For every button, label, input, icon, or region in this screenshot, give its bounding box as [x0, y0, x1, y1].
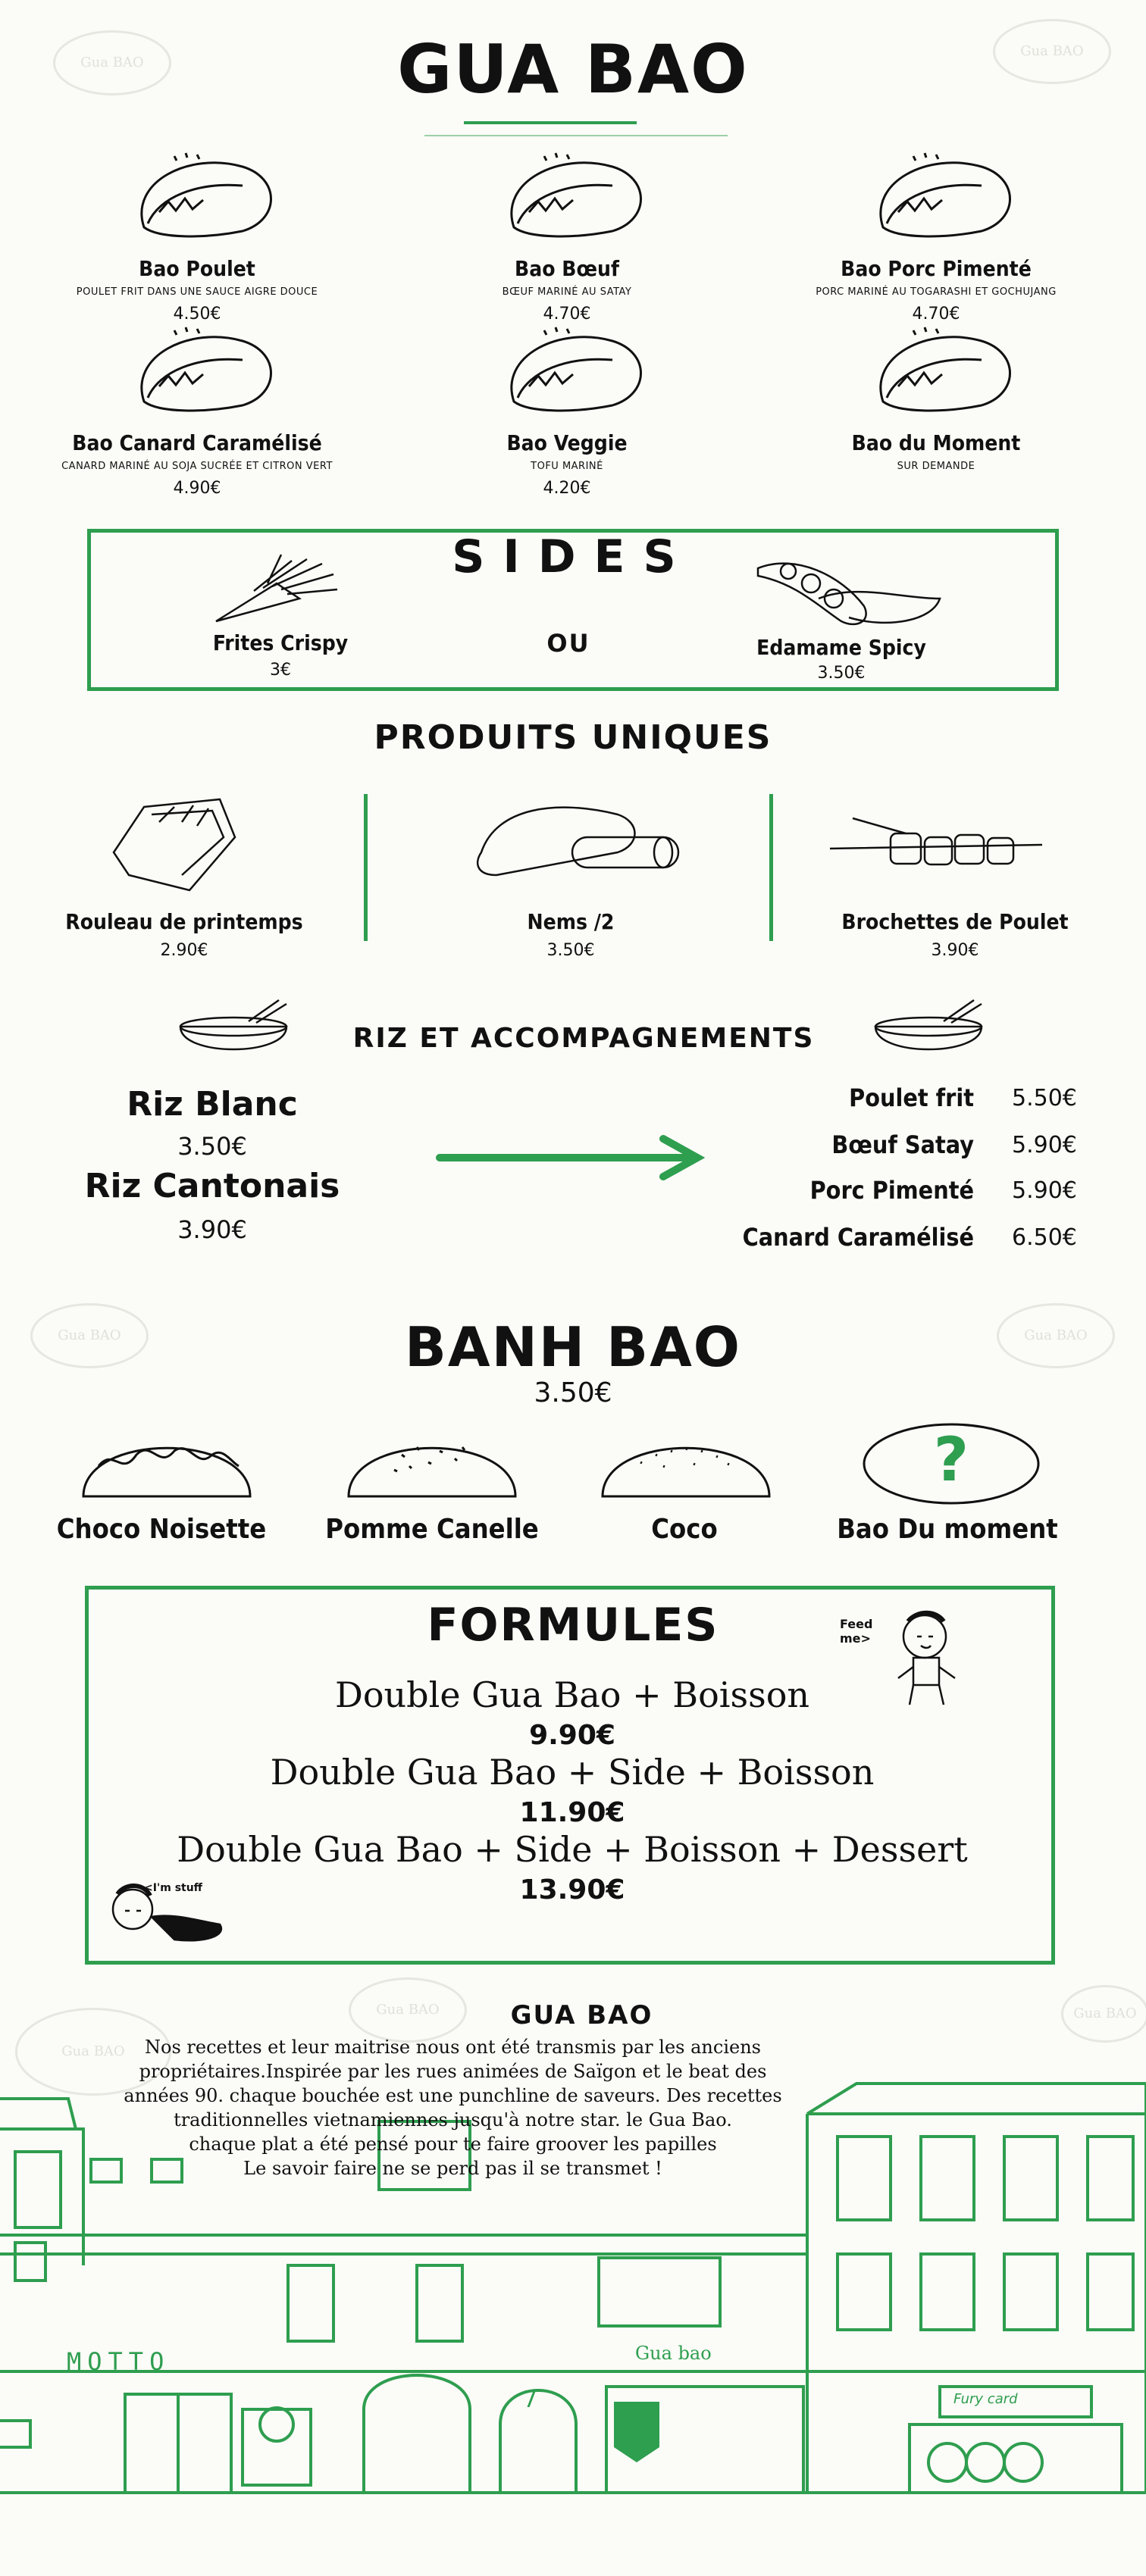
riz-title: RIZ ET ACCOMPAGNEMENTS [352, 1023, 815, 1054]
riz-left-price: 3.50€ [177, 1132, 247, 1161]
watermark-logo: Gua BAO [30, 1303, 149, 1368]
banh-bao-name: Coco [651, 1514, 718, 1545]
question-mark: ? [933, 1424, 969, 1495]
bao-bun-illustration [129, 152, 280, 245]
accompagnement-price: 6.50€ [1012, 1224, 1077, 1251]
title-underline [464, 121, 637, 124]
side-price: 3€ [270, 661, 291, 680]
watermark-logo: Gua BAO [997, 1303, 1115, 1368]
bao-price: 4.70€ [912, 305, 960, 324]
nems-illustration [466, 799, 686, 893]
produits-title: PRODUITS UNIQUES [374, 718, 772, 757]
bao-bun-illustration [868, 326, 1019, 420]
bao-name: Bao Veggie [506, 430, 628, 455]
brochettes-illustration [822, 803, 1042, 889]
banh-bao-name: Choco Noisette [56, 1514, 267, 1545]
bao-description: SUR DEMANDE [897, 461, 975, 472]
bao-description: CANARD MARINÉ AU SOJA SUCRÉE ET CITRON VERT [61, 461, 333, 472]
title-underline-thin [424, 135, 728, 136]
watermark-logo: Gua BAO [15, 2008, 171, 2096]
bao-name: Bao Canard Caramélisé [72, 430, 322, 455]
bao-name: Bao Porc Pimenté [841, 256, 1032, 281]
produit-name: Nems /2 [527, 909, 615, 934]
sign-motto: MOTTO [67, 2347, 171, 2376]
bao-bun-illustration [499, 152, 650, 245]
formule-name: Double Gua Bao + Side + Boisson [270, 1752, 875, 1793]
watermark-logo: Gua BAO [993, 19, 1111, 84]
page-title: GUA BAO [397, 30, 749, 108]
accompagnement-name: Poulet frit [849, 1083, 974, 1112]
edamame-illustration [750, 553, 947, 639]
bao-price: 4.20€ [543, 479, 591, 498]
about-line: Le savoir faire ne se perd pas il se transmet ! [243, 2158, 662, 2179]
bao-price: 4.50€ [173, 305, 221, 324]
accompagnement-price: 5.90€ [1012, 1177, 1077, 1204]
watermark-logo: Gua BAO [1061, 1985, 1146, 2043]
about-line: chaque plat a été pensé pour te faire groover les papilles [189, 2134, 717, 2155]
banh-price: 3.50€ [534, 1377, 612, 1408]
accompagnement-name: Canard Caramélisé [742, 1223, 974, 1252]
banh-title: BANH BAO [405, 1315, 741, 1379]
riz-left-name: Riz Blanc [127, 1085, 298, 1124]
door-number: 7 [523, 2387, 538, 2413]
bun-pomme-illustration [341, 1424, 523, 1511]
produit-name: Rouleau de printemps [65, 909, 303, 934]
bao-name: Bao Bœuf [515, 256, 619, 281]
side-name: Frites Crispy [212, 630, 349, 655]
about-line: Nos recettes et leur maitrise nous ont été transmis par les anciens [145, 2037, 761, 2058]
about-line: traditionnelles vietnamiennes jusqu'à notre star. le Gua Bao. [174, 2109, 732, 2131]
formule-name: Double Gua Bao + Boisson [334, 1674, 810, 1715]
rice-bowl-icon [173, 1000, 294, 1064]
im-stuff-label: <I'm stuff [144, 1882, 203, 1894]
street-illustration [0, 2068, 1146, 2496]
banh-bao-name: Pomme Canelle [325, 1514, 539, 1545]
produits-divider [769, 794, 773, 941]
accompagnement-price: 5.50€ [1012, 1085, 1077, 1111]
banh-bao-name: Bao Du moment [837, 1514, 1058, 1545]
formule-price: 9.90€ [529, 1720, 615, 1751]
accompagnement-name: Bœuf Satay [831, 1130, 974, 1159]
bao-name: Bao Poulet [139, 256, 255, 281]
rice-bowl-icon [868, 1000, 989, 1064]
sign-guabao: Gua bao [635, 2343, 712, 2364]
accompagnement-name: Porc Pimenté [809, 1176, 974, 1205]
about-line: années 90. chaque bouchée est une punchline de saveurs. Des recettes [124, 2085, 782, 2106]
bao-price: 4.90€ [173, 479, 221, 498]
bao-description: PORC MARINÉ AU TOGARASHI ET GOCHUJANG [816, 286, 1057, 298]
produit-price: 3.50€ [546, 941, 595, 960]
feed-me-label: Feed me> [840, 1617, 873, 1646]
bao-description: BŒUF MARINÉ AU SATAY [502, 286, 632, 298]
bao-price: 4.70€ [543, 305, 591, 324]
bao-bun-illustration [129, 326, 280, 420]
side-price: 3.50€ [817, 664, 866, 683]
riz-left-name: Riz Cantonais [84, 1167, 340, 1205]
sides-title: SIDES [452, 530, 694, 583]
sign-shop: Fury card [953, 2391, 1018, 2407]
produit-name: Brochettes de Poulet [841, 909, 1069, 934]
about-line: propriétaires.Inspirée par les rues animées de Saïgon et le beat des [139, 2061, 767, 2082]
bao-name: Bao du Moment [851, 430, 1021, 455]
formules-title: FORMULES [427, 1599, 719, 1652]
bao-bun-illustration [499, 326, 650, 420]
fries-illustration [208, 553, 345, 632]
produit-price: 3.90€ [931, 941, 979, 960]
formule-price: 11.90€ [519, 1797, 625, 1828]
watermark-logo: Gua BAO [349, 1977, 467, 2043]
bun-coco-illustration [595, 1424, 777, 1511]
bun-choco-illustration [76, 1424, 258, 1511]
accompagnement-price: 5.90€ [1012, 1132, 1077, 1158]
bao-description: POULET FRIT DANS UNE SAUCE AIGRE DOUCE [76, 286, 318, 298]
about-title: GUA BAO [510, 2000, 653, 2030]
watermark-logo: Gua BAO [53, 30, 171, 95]
bao-bun-illustration [868, 152, 1019, 245]
riz-left-price: 3.90€ [177, 1215, 247, 1244]
formule-price: 13.90€ [519, 1874, 625, 1905]
produit-price: 2.90€ [160, 941, 208, 960]
bao-description: TOFU MARINÉ [531, 461, 603, 472]
sides-or: OU [546, 629, 590, 658]
spring-roll-illustration [99, 792, 258, 901]
side-name: Edamame Spicy [756, 635, 926, 660]
formule-name: Double Gua Bao + Side + Boisson + Dessert [177, 1829, 968, 1870]
produits-divider [364, 794, 368, 941]
